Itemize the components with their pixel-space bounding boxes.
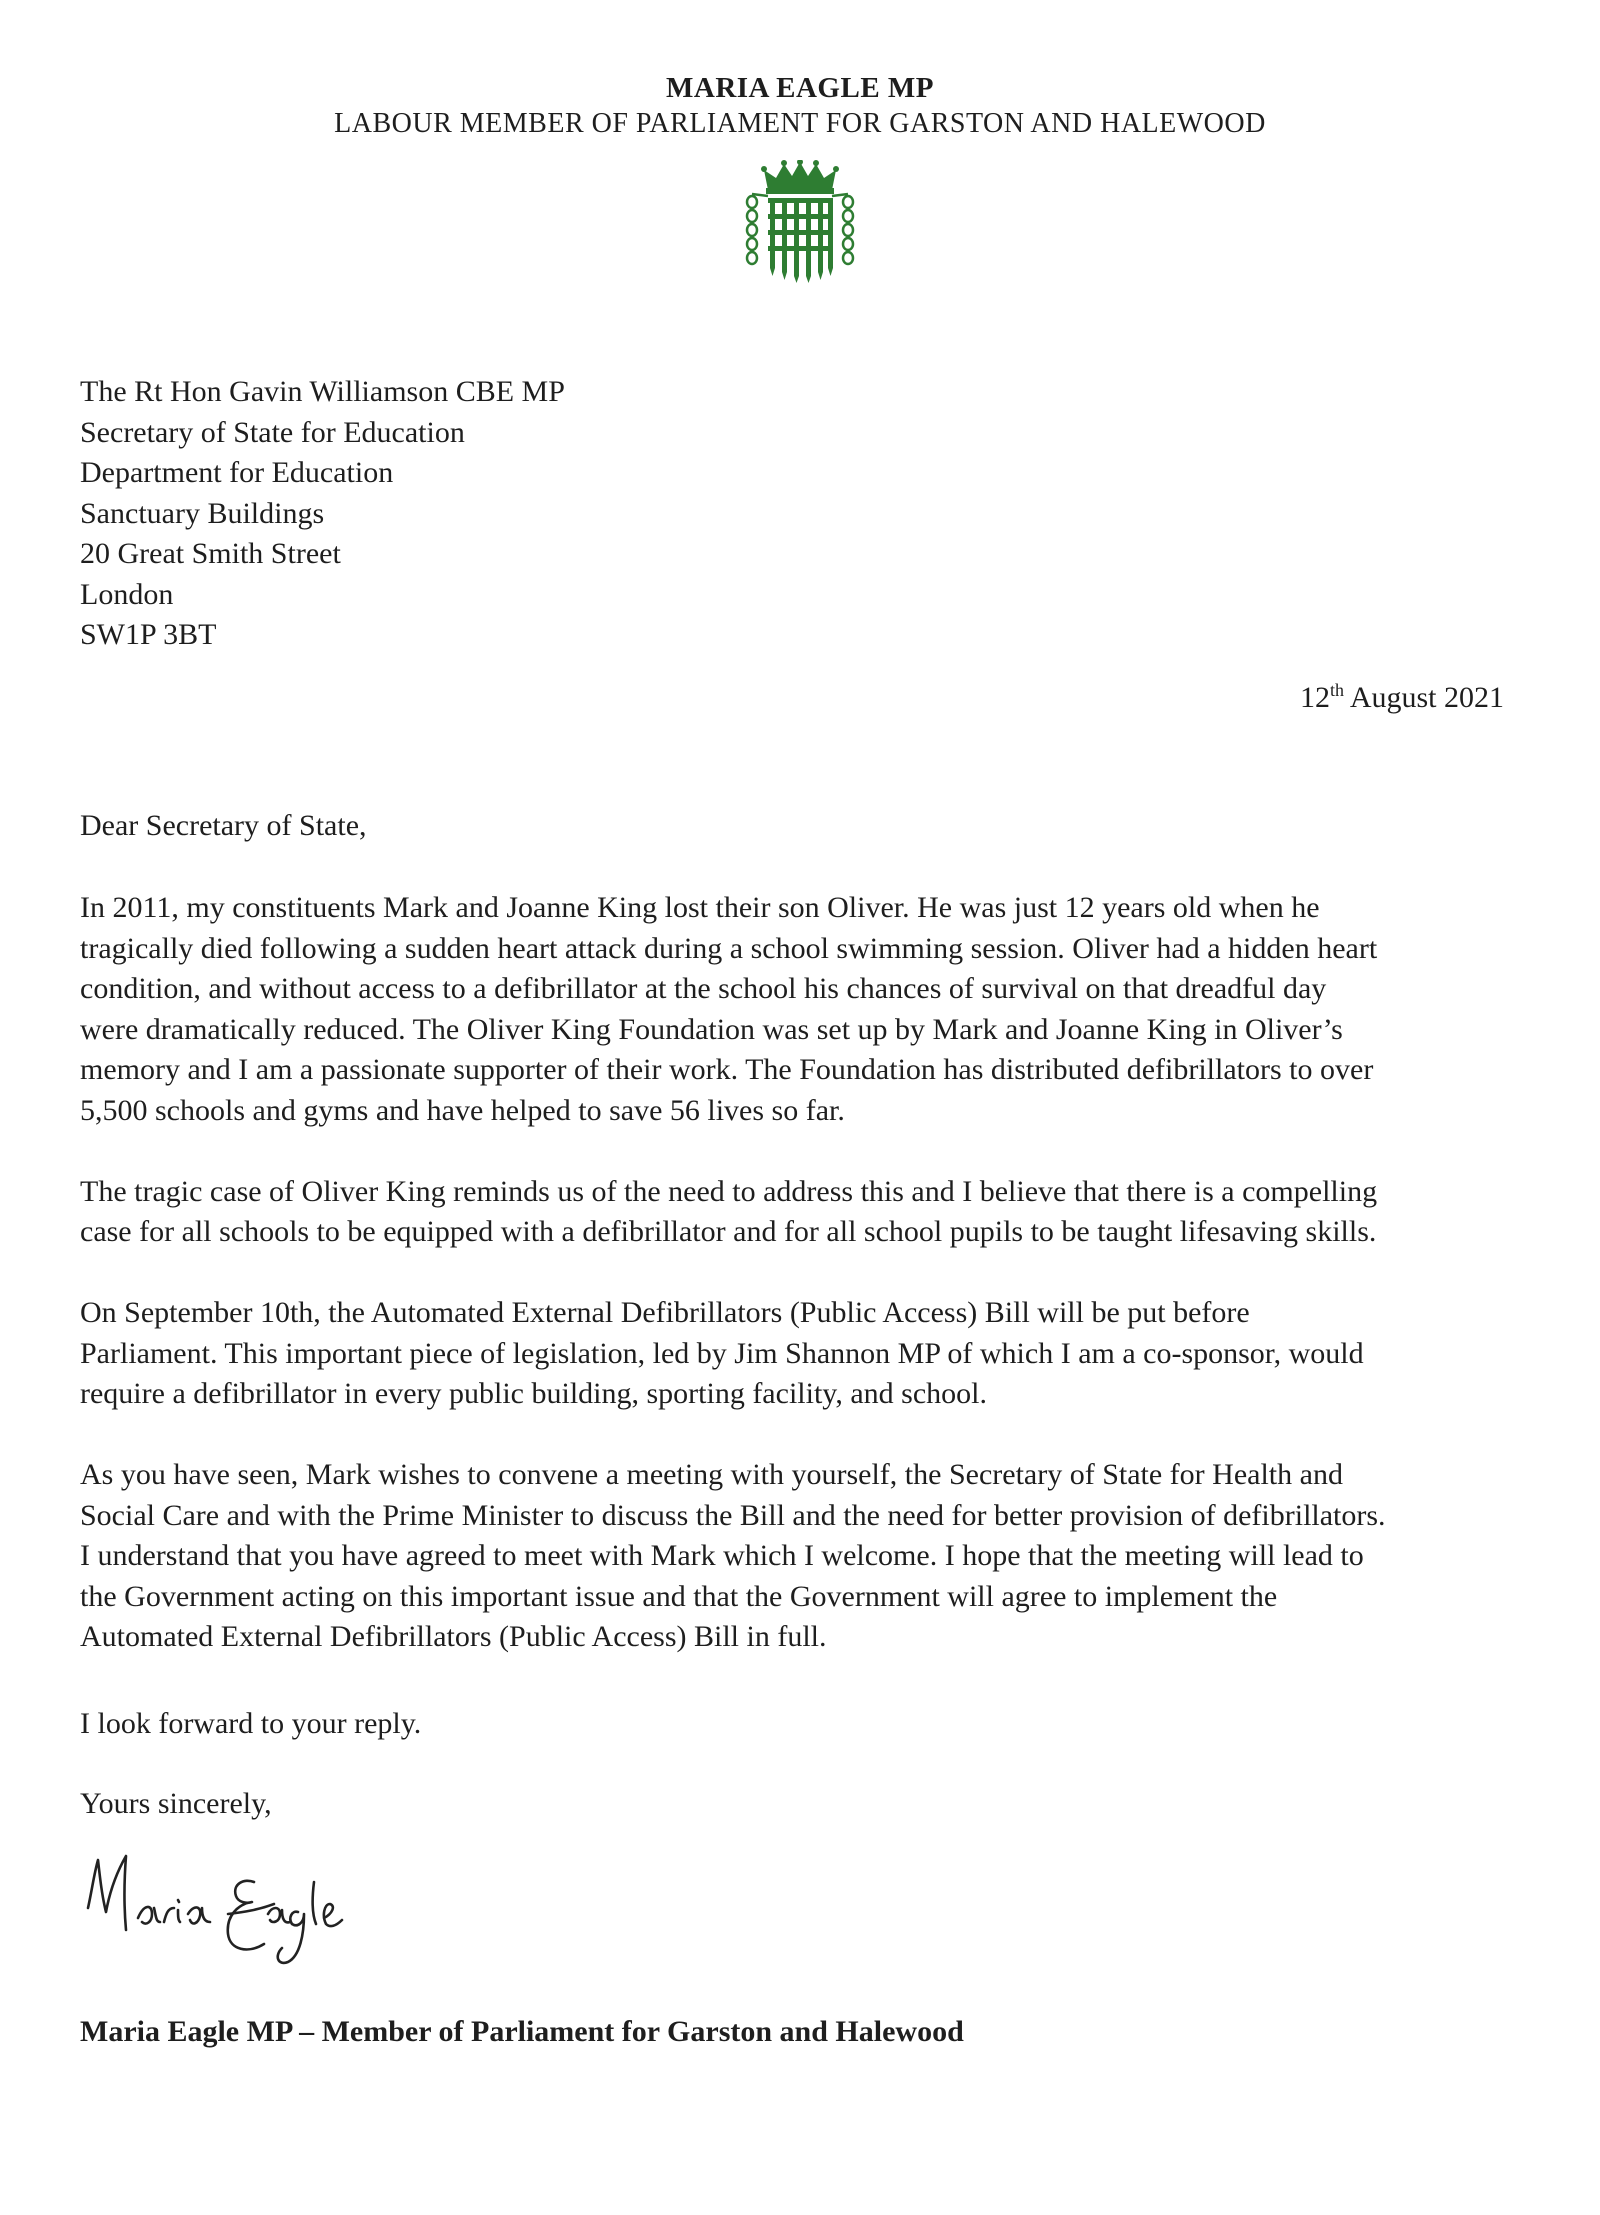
body-line: memory and I am a passionate supporter of their work. The Foundation has distributed defibrillators to over: [80, 1053, 1374, 1086]
date-suffix: th: [1329, 680, 1344, 700]
body-paragraph: [80, 888, 1520, 1131]
body-line: Automated External Defibrillators (Public Access) Bill in full.: [80, 1620, 827, 1653]
valediction: Yours sincerely,: [80, 1787, 272, 1820]
body-paragraph: [80, 1455, 1520, 1658]
body-line: As you have seen, Mark wishes to convene a meeting with yourself, the Secretary of State for Health and: [80, 1458, 1343, 1491]
letterhead: [0, 70, 1600, 142]
recipient-line: SW1P 3BT: [80, 618, 217, 651]
letter-date: [1300, 678, 1504, 718]
mp-title: LABOUR MEMBER OF PARLIAMENT FOR GARSTON AND HALEWOOD: [334, 108, 1266, 139]
recipient-line: The Rt Hon Gavin Williamson CBE MP: [80, 375, 565, 408]
handwritten-signature: [78, 1838, 398, 1988]
body-line: The tragic case of Oliver King reminds us of the need to address this and I believe that there is a compelling: [80, 1174, 1378, 1208]
letter-body: [80, 888, 1520, 1698]
body-paragraph: [80, 1172, 1520, 1253]
body-line: In 2011, my constituents Mark and Joanne King lost their son Oliver. He was just 12 years old when he: [80, 891, 1320, 924]
body-line: Social Care and with the Prime Minister to discuss the Bill and the need for better provision of defibrillators.: [80, 1498, 1386, 1532]
body-line: tragically died following a sudden heart attack during a school swimming session. Oliver had a hidden heart: [80, 931, 1378, 965]
mp-name: MARIA EAGLE MP: [666, 72, 934, 104]
body-line: the Government acting on this important issue and that the Government will agree to implement the: [80, 1579, 1278, 1613]
closing-line: I look forward to your reply.: [80, 1707, 422, 1740]
body-line: I understand that you have agreed to meet with Mark which I welcome. I hope that the meeting will lead to: [80, 1539, 1364, 1572]
sign-off: Maria Eagle MP – Member of Parliament for Garston and Halewood: [80, 2015, 964, 2048]
body-line: were dramatically reduced. The Oliver King Foundation was set up by Mark and Joanne King in Oliver’s: [80, 1012, 1343, 1046]
recipient-address: [80, 372, 565, 656]
body-line: case for all schools to be equipped with a defibrillator and for all school pupils to be taught lifesaving skills.: [80, 1215, 1377, 1248]
body-line: condition, and without access to a defibrillator at the school his chances of survival on that dreadful day: [80, 972, 1327, 1005]
body-line: On September 10th, the Automated External Defibrillators (Public Access) Bill will be put before: [80, 1296, 1250, 1329]
recipient-line: Sanctuary Buildings: [80, 496, 325, 530]
body-line: require a defibrillator in every public building, sporting facility, and school.: [80, 1377, 987, 1410]
recipient-line: Secretary of State for Education: [80, 415, 465, 449]
recipient-line: 20 Great Smith Street: [80, 537, 341, 570]
date-day: 12: [1299, 681, 1330, 714]
body-line: Parliament. This important piece of legislation, led by Jim Shannon MP of which I am a co-sponsor, would: [80, 1336, 1364, 1370]
date-rest: August 2021: [1343, 681, 1504, 714]
salutation: Dear Secretary of State,: [80, 809, 367, 842]
recipient-line: London: [80, 577, 174, 611]
recipient-line: Department for Education: [80, 456, 394, 489]
body-paragraph: [80, 1293, 1520, 1415]
house-of-commons-portcullis-icon: [740, 160, 860, 284]
body-line: 5,500 schools and gyms and have helped to save 56 lives so far.: [80, 1093, 845, 1127]
